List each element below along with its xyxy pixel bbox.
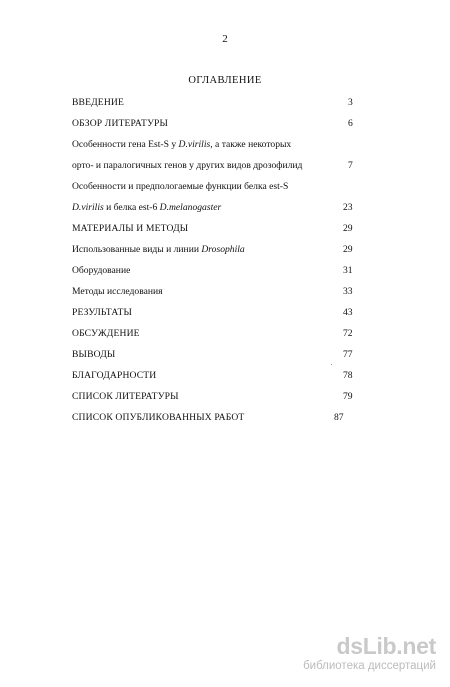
- toc-entry-metody[interactable]: [72, 285, 362, 299]
- toc-entry-label: [72, 201, 221, 215]
- toc-entry-label: БЛАГОДАРНОСТИ: [72, 370, 157, 381]
- toc-entry-page: 79: [343, 391, 353, 402]
- toc-entry-blagodarnosti[interactable]: [72, 369, 362, 383]
- toc-entry-page: 33: [343, 286, 353, 297]
- toc-entry-label: Особенности и предпологаемые функции белка est-S: [72, 181, 289, 192]
- toc-entry-rezultaty[interactable]: [72, 306, 362, 320]
- toc-entry-label: Методы исследования: [72, 286, 163, 297]
- toc-entry-label: орто- и паралогичных генов у других видов дрозофилид: [72, 160, 303, 171]
- toc-entry-page: 29: [343, 223, 353, 234]
- toc-entry-obsuzhdenie[interactable]: [72, 327, 362, 341]
- toc-entry-osobennosti-gena-line2[interactable]: [72, 159, 362, 173]
- toc-entry-label: [72, 138, 291, 152]
- toc-text: Особенности гена Est-S у: [72, 139, 179, 150]
- toc-entry-page: 23: [343, 202, 353, 213]
- toc-entry-page: 72: [343, 328, 353, 339]
- toc-entry-page: 87: [334, 412, 344, 423]
- toc-entry-spisok-literatury[interactable]: [72, 390, 362, 404]
- toc-text: Использованные виды и линии: [72, 244, 202, 255]
- toc-entry-vidy[interactable]: [72, 243, 362, 257]
- toc-entry-page: 7: [348, 160, 353, 171]
- toc-entry-page: 6: [348, 118, 353, 129]
- toc-entry-label: ВЫВОДЫ: [72, 349, 116, 360]
- toc-entry-spisok-rabot[interactable]: [72, 411, 362, 425]
- toc-entry-vvedenie[interactable]: [72, 96, 362, 110]
- toc-entry-osobennosti-belka-line1[interactable]: [72, 180, 362, 194]
- toc-entry-label: ОБСУЖДЕНИЕ: [72, 328, 140, 339]
- toc-heading: ОГЛАВЛЕНИЕ: [188, 75, 262, 86]
- toc-text: , а также некоторых: [210, 139, 292, 150]
- watermark-logo: dsLib.net: [336, 633, 436, 659]
- scan-speck: [331, 364, 332, 365]
- toc-entry-label: РЕЗУЛЬТАТЫ: [72, 307, 133, 318]
- toc-entry-label: СПИСОК ОПУБЛИКОВАННЫХ РАБОТ: [72, 412, 245, 423]
- toc-entry-label: МАТЕРИАЛЫ И МЕТОДЫ: [72, 223, 189, 234]
- toc-entry-materialy[interactable]: [72, 222, 362, 236]
- species-name: D.virilis: [72, 202, 104, 213]
- toc-entry-obzor[interactable]: [72, 117, 362, 131]
- toc-entry-vyvody[interactable]: [72, 348, 362, 362]
- toc-entry-osobennosti-belka-line2[interactable]: [72, 201, 362, 215]
- species-name: D.virilis: [178, 139, 211, 150]
- toc-entry-label: Оборудование: [72, 265, 131, 276]
- toc-entry-page: 43: [343, 307, 353, 318]
- toc-entry-page: 77: [343, 349, 353, 360]
- toc-entry-label: [72, 243, 245, 257]
- species-name: Drosophila: [201, 244, 245, 255]
- toc-text: и белка est-6: [103, 202, 160, 213]
- watermark[interactable]: [284, 633, 436, 677]
- species-name: D.melanogaster: [159, 202, 222, 213]
- toc-entry-page: 31: [343, 265, 353, 276]
- toc-entry-oborudovanie[interactable]: [72, 264, 362, 278]
- toc-entry-label: ВВЕДЕНИЕ: [72, 97, 124, 108]
- toc-entry-label: СПИСОК ЛИТЕРАТУРЫ: [72, 391, 179, 402]
- toc-entry-page: 78: [343, 370, 353, 381]
- toc-entry-label: ОБЗОР ЛИТЕРАТУРЫ: [72, 118, 169, 129]
- toc-entry-page: 3: [348, 97, 353, 108]
- toc-entry-page: 29: [343, 244, 353, 255]
- watermark-caption: библиотека диссертаций: [303, 660, 436, 672]
- page-number: 2: [222, 33, 228, 45]
- toc-entry-osobennosti-gena-line1[interactable]: [72, 138, 362, 152]
